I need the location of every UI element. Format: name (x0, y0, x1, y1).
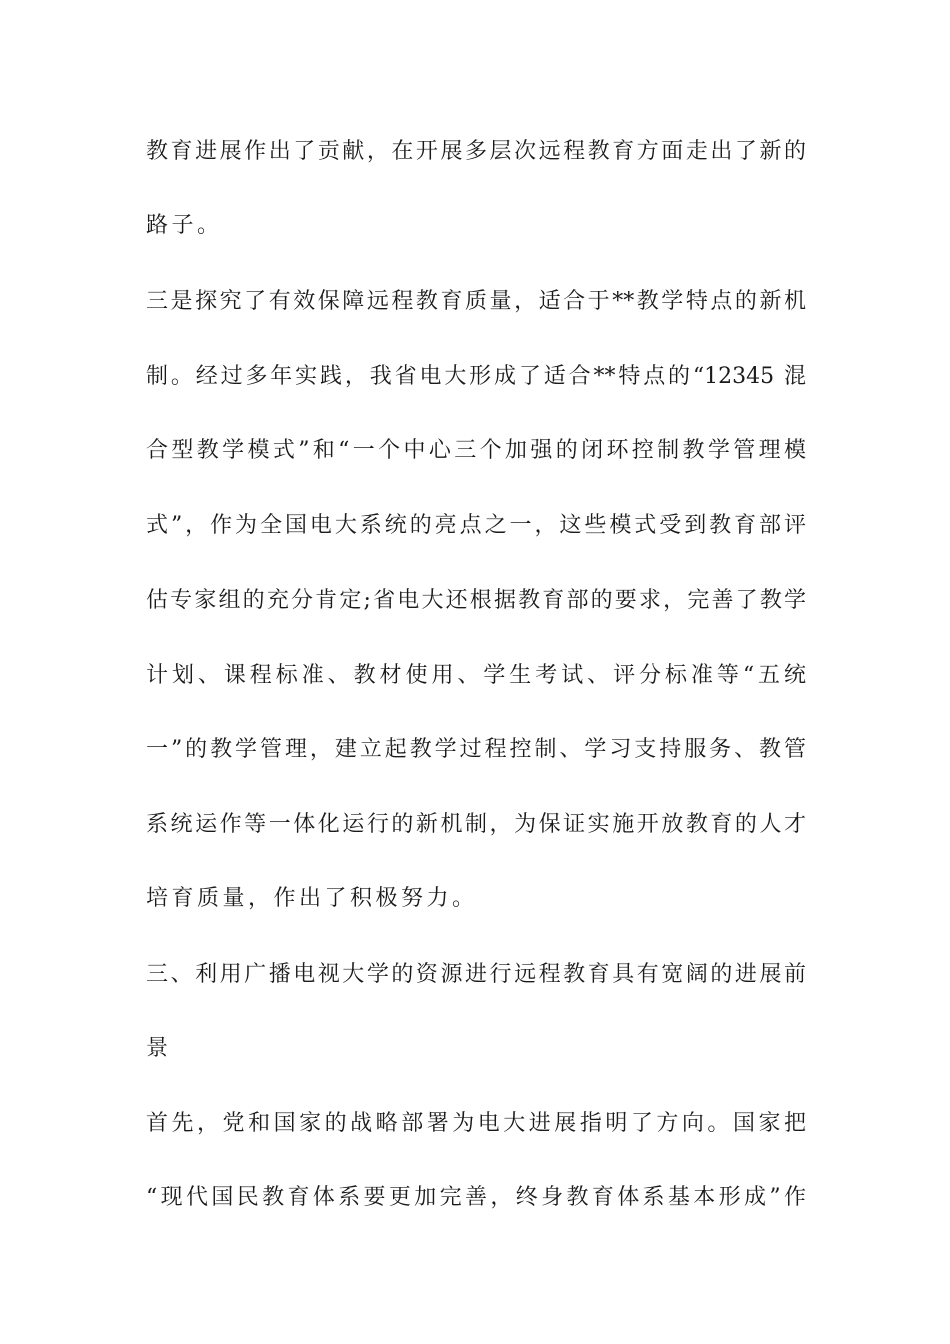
text-line-3: 三是探究了有效保障远程教育质量，适合于**教学特点的新机 (146, 289, 806, 314)
section-heading-line-1: 三、利用广播电视大学的资源进行远程教育具有宽阔的进展前 (146, 962, 806, 987)
text-line-10: 系统运作等一体化运行的新机制，为保证实施开放教育的人才 (146, 812, 806, 837)
text-line-14: 首先，党和国家的战略部署为电大进展指明了方向。国家把 (146, 1111, 806, 1136)
section-heading-line-2: 景 (146, 1036, 172, 1061)
text-line-4: 制。经过多年实践，我省电大形成了适合**特点的“12345 混 (146, 364, 806, 389)
text-line-9: 一”的教学管理，建立起教学过程控制、学习支持服务、教管 (146, 737, 806, 762)
text-line-15: “现代国民教育体系要更加完善，终身教育体系基本形成”作 (146, 1185, 806, 1210)
text-line-6: 式”，作为全国电大系统的亮点之一，这些模式受到教育部评 (146, 513, 806, 538)
text-line-7: 估专家组的充分肯定;省电大还根据教育部的要求，完善了教学 (146, 588, 806, 613)
text-line-5: 合型教学模式”和“一个中心三个加强的闭环控制教学管理模 (146, 438, 806, 463)
text-line-11: 培育质量，作出了积极努力。 (146, 886, 478, 911)
text-line-1: 教育进展作出了贡献，在开展多层次远程教育方面走出了新的 (146, 139, 806, 164)
text-line-8: 计划、课程标准、教材使用、学生考试、评分标准等“五统 (146, 663, 806, 688)
text-line-2: 路子。 (146, 213, 223, 238)
